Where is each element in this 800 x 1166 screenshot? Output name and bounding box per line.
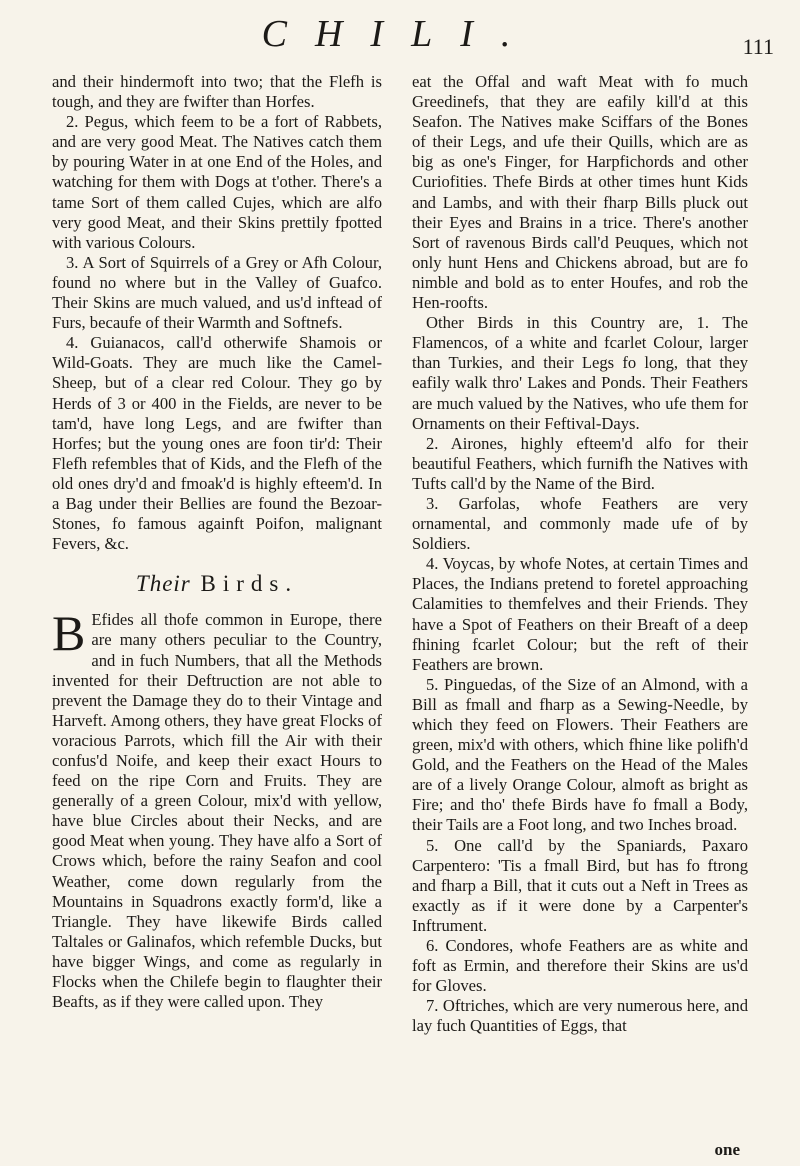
catchword: one bbox=[714, 1140, 740, 1159]
paragraph-with-dropcap bbox=[52, 605, 382, 1012]
section-heading-caps: Birds. bbox=[200, 571, 299, 597]
section-heading bbox=[52, 571, 382, 597]
section-heading-italic: Their bbox=[135, 571, 191, 597]
paragraph: 5. One call'd by the Spaniards, Paxaro Carpentero: 'Tis a fmall Bird, but has fo ftrong and fharp a Bill, that it cuts out a Neft in Trees as exactly as if it were done by a Carpenter's Inftrument. bbox=[412, 835, 748, 935]
paragraph: 5. Pinguedas, of the Size of an Almond, with a Bill as fmall and fharp as a Sewing-Needle, by which they feed on Flowers. Their Feathers are green, mix'd with others, which fhine like polifh'd Gold, and the Feathers on the Head of the Males are of a lively Orange Colour, almoft as bright as Fire; and tho' thefe Birds have fo fmall a Body, their Tails are a Foot long, and two Inches broad. bbox=[412, 674, 748, 835]
left-column bbox=[52, 72, 382, 1152]
paragraph: 3. Garfolas, whofe Feathers are very ornamental, and commonly made ufe of by Soldiers. bbox=[412, 493, 748, 554]
paragraph: 6. Condores, whofe Feathers are as white and foft as Ermin, and therefore their Skins are us'd for Gloves. bbox=[412, 936, 748, 996]
paragraph: and their hindermoft into two; that the Flefh is tough, and they are fwifter than Horfes. bbox=[52, 72, 382, 112]
running-head bbox=[0, 12, 800, 62]
paragraph: Other Birds in this Country are, 1. The Flamencos, of a white and fcarlet Colour, larger than Turkies, and their Legs fo long, that they eafily walk thro' Lakes and Ponds. Their Feathers are much valued by the Natives, who ufe them for Ornaments on their Feftival-Days. bbox=[412, 313, 748, 433]
page-number: 111 bbox=[742, 34, 774, 59]
paragraph: 3. A Sort of Squirrels of a Grey or Afh Colour, found no where but in the Valley of Guafco. Their Skins are much valued, and us'd inftead of Furs, becaufe of their Warmth and Softnefs. bbox=[52, 252, 382, 333]
paragraph: 4. Voycas, by whofe Notes, at certain Times and Places, the Indians pretend to foretel approaching Calamities to themfelves and their Friends. They have a Spot of Feathers on their Breaft of a deep fhining fcarlet Colour; but the reft of their Feathers are brown. bbox=[412, 554, 748, 674]
paragraph: eat the Offal and waft Meat with fo much Greedinefs, that they are eafily kill'd at this Seafon. The Natives make Sciffars of the Bones of their Legs, and ufe their Quills, which are as big as one's Finger, for Harpfichords and other Curiofities. Thefe Birds at other times hunt Kids and Lambs, and with their fharp Bills pluck out their Eyes and Brains in a trice. There's another Sort of ravenous Birds call'd Peuques, which not only hunt Hens and Chickens abroad, but are fo nimble and bold as to enter Houfes, and rob the Hen-roofts. bbox=[412, 72, 748, 313]
paragraph: 2. Airones, highly efteem'd alfo for their beautiful Feathers, which furnifh the Natives with Tufts call'd by the Name of the Bird. bbox=[412, 433, 748, 493]
running-title: CHILI. bbox=[261, 13, 539, 55]
paragraph: 7. Oftriches, which are very numerous here, and lay fuch Quantities of Eggs, that bbox=[412, 996, 748, 1036]
drop-cap: B bbox=[52, 605, 86, 662]
right-column bbox=[412, 72, 748, 1152]
paragraph-text: Efides all thofe common in Europe, there are many others peculiar to the Country, and in fuch Numbers, that all the Methods invented for their Deftruction are not able to prevent the Damage they do to their Vintage and Harveft. Among others, they have great Flocks of voracious Parrots, which fill the Air with their confus'd Noife, and keep their exact Hours to feed on the ripe Corn and Fruits. They are generally of a green Colour, mix'd with yellow, have blue Circles about their Necks, and are good Meat when young. They have alfo a Sort of Crows which, before the rainy Seafon and cool Weather, come down regularly from the Mountains in Squadrons exactly form'd, like a Triangle. They have likewife Birds called Taltales or Galinafos, which refemble Ducks, but have bigger Wings, and come as regularly in Flocks when the Chilefe begin to flaughter their Beafts, as if they were called upon. They bbox=[52, 610, 382, 1012]
paragraph: 2. Pegus, which feem to be a fort of Rabbets, and are very good Meat. The Natives catch them by pouring Water in at one End of the Holes, and watching for them with Dogs at t'other. There's a tame Sort of them called Cujes, which are alfo very good Meat, and their Skins prettily fpotted with various Colours. bbox=[52, 112, 382, 252]
paragraph: 4. Guianacos, call'd otherwife Shamois or Wild-Goats. They are much like the Camel-Sheep, but of a clear red Colour. They go by Herds of 3 or 400 in the Fields, are never to be tam'd, have long Legs, and are fwifter than Horfes; but the young ones are foon tir'd: Their Flefh refembles that of Kids, and the Flefh of the old ones dry'd and fmoak'd is highly efteem'd. In a Bag under their Bellies are found the Bezoar-Stones, fo famous againft Poifon, malignant Fevers, &c. bbox=[52, 333, 382, 554]
